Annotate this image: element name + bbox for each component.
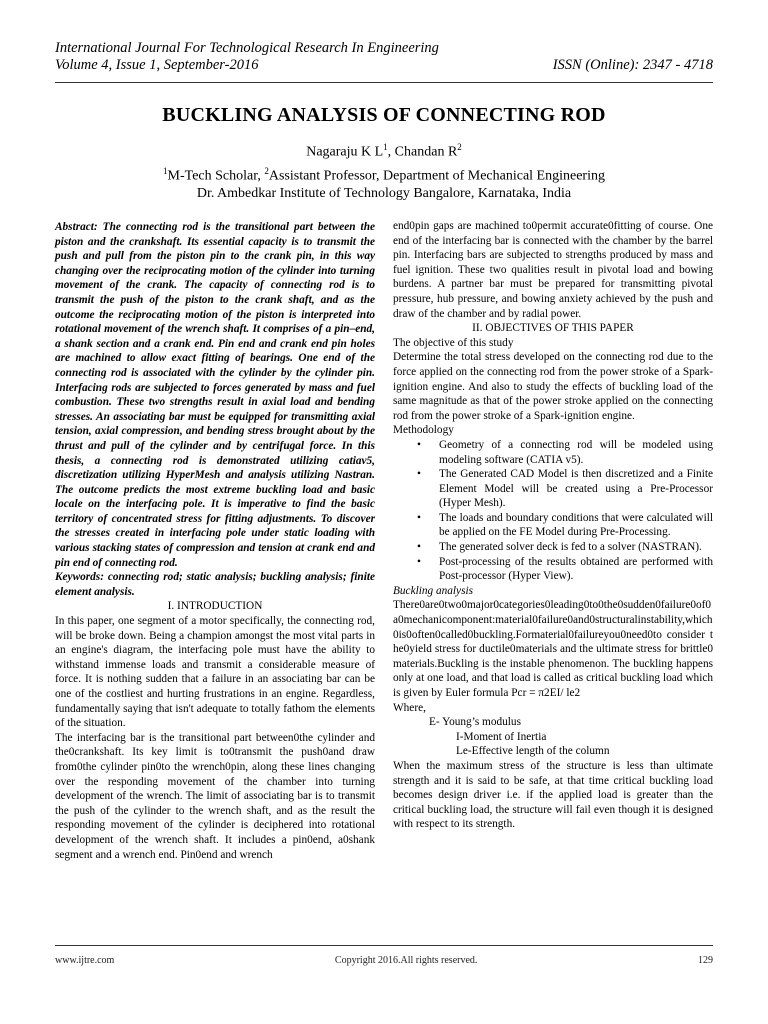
buckling-paragraph-2: When the maximum stress of the structure is less than ultimate strength and it is said to be safe, at that time critical buckling load becomes design driver i.e. if the applied load is greater than the critical buckling load, the structure will fail even though it is designed with respect to its strength. bbox=[393, 759, 713, 831]
list-item: • The generated solver deck is fed to a solver (NASTRAN). bbox=[417, 541, 702, 554]
right-column bbox=[393, 219, 713, 832]
abstract: Abstract: The connecting rod is the transitional part between the piston and the crankshaft. Its essential capacity is to transmit the push and pull from the piston pin to the crank pin, in this way changing over the reciprocating motion of the cylinder into turning movement of the crank. The capacity of connecting rod is to transmit the push of the piston to the crank shaft, and as the outcome the reciprocating motion of the piston is interpreted into rotational movement of the wrench shaft. It comprises of a pin–end, a shank section and a crank end. Pin end and crank end pin holes are machined to allow exact fitting of bearings. One end of the connecting rod is associated with the cylinder by the cylinder pin. Interfacing rods are subjected to forces generated by mass and fuel combustion. These two strengths result in axial load and bending stresses. An associating bar must be equipped for transmitting axial tension, axial compression, and bending stress brought about by the thrust and pull of the cylinder and by centrifugal force. In this thesis, a connecting rod is demonstrated utilizing catiav5, discretization utilizing HyperMesh and analysis utilizing Nastran. The outcome predicts the most extreme buckling load and basic locale on the interfacing pole. It is imperative to find the basic territory of concentrated stress for fitting adjustments. To discover the stresses created in interfacing pole under static loading with various stacking states of compression and tension at crank end and pin end of connecting rod. bbox=[55, 221, 375, 569]
bullet-icon: • bbox=[417, 468, 421, 481]
header-rule bbox=[55, 82, 713, 83]
objective-text: Determine the total stress developed on the connecting rod due to the force applied on the connecting rod from the power stroke of a Spark-ignition engine. And also to study the effects of buckling load of the same magnitude as that of the power stroke applied on the connecting rod from the power stroke of a Spark-ignition engine. bbox=[393, 351, 713, 422]
page-number: 129 bbox=[697, 955, 713, 966]
journal-issn: ISSN (Online): 2347 - 4718 bbox=[552, 57, 713, 73]
footer-rule bbox=[55, 945, 713, 946]
keywords: Keywords: connecting rod; static analysis; buckling analysis; finite element analysis. bbox=[55, 571, 375, 598]
institution: Dr. Ambedkar Institute of Technology Bangalore, Karnataka, India bbox=[196, 186, 572, 202]
variable-e: E- Young’s modulus bbox=[429, 716, 521, 729]
right-paragraph-1: end0pin gaps are machined to0permit accurate0fitting of course. One end of the interfacing bar is connected with the chamber by the barrel pin. Interfacing bars are subjected to strengths produced by mass and fuel ignition. These two qualities result in pivotal load and bowing burdens. A partner bar must be prepared for transmitting pivotal pressure, hub pressure, and bowing anxiety achieved by the push and draw of the chamber and by radial power. bbox=[393, 220, 713, 320]
bullet-icon: • bbox=[417, 555, 421, 568]
left-column bbox=[55, 220, 375, 862]
footer-copyright: Copyright 2016.All rights reserved. bbox=[334, 955, 478, 966]
variable-le: Le-Effective length of the column bbox=[456, 745, 610, 758]
list-item: • The Generated CAD Model is then discretized and a Finite Element Model will be created using a Pre-Processor (Hyper Mesh). bbox=[417, 468, 713, 510]
bullet-icon: • bbox=[417, 438, 421, 451]
bullet-icon: • bbox=[417, 541, 421, 554]
section-heading-objectives: II. OBJECTIVES OF THIS PAPER bbox=[472, 322, 634, 335]
intro-paragraph-2: The interfacing bar is the transitional part between0the cylinder and the0crankshaft. Its key limit is to0transmit the push0and draw from0the cylinder pin0to the wrench0pin, along these lines changing over the responding movement of the chamber into turning development of the wrench. The limit of associating bar is to transmit the push of the cylinder to the wrench shaft, and as the result the responding movement of the cylinder is deciphered into rotational development of the wrench shaft. It includes a pin0end, a0shank segment and a wrench end. Pin0end and wrench bbox=[55, 731, 375, 861]
methodology-list bbox=[393, 438, 713, 584]
journal-volume: Volume 4, Issue 1, September-2016 bbox=[55, 57, 259, 73]
paper-title: BUCKLING ANALYSIS OF CONNECTING ROD bbox=[162, 104, 606, 126]
bullet-icon: • bbox=[417, 511, 421, 524]
buckling-paragraph-1: There0are0two0major0categories0leading0to0the0sudden0failure0of0a0mechanicomponent:material0failure0and0structuralinstability,which0is0often0called0buckling.Formaterial0failureyou0need0to consider the0yield stress for ductile0materials and the ultimate stress for brittle0materials.Buckling is the instable phenomenon. The buckling happens only at one load, and that load is called as critical buckling load which is given by Euler formula Pcr = π2EI/ le2 bbox=[393, 599, 713, 699]
affiliation: $^1$M-Tech Scholar, $^2$Assistant Professor, Department of Mechanical Engineering bbox=[163, 165, 605, 184]
list-item: • Geometry of a connecting rod will be modeled using modeling software (CATIA v5). bbox=[417, 438, 713, 466]
list-item: • The loads and boundary conditions that were calculated will be applied on the FE Model during Pre-Processing. bbox=[417, 511, 713, 539]
objective-label: The objective of this study bbox=[393, 336, 514, 349]
author-names: Nagaraju K $L^1$, Chandan $R^2$ bbox=[306, 142, 462, 160]
section-heading-introduction: I. INTRODUCTION bbox=[167, 600, 263, 613]
journal-name: International Journal For Technological Research In Engineering bbox=[55, 40, 439, 56]
footer-website: www.ijtre.com bbox=[55, 955, 115, 966]
author-block bbox=[55, 138, 713, 203]
where-label: Where, bbox=[393, 701, 426, 714]
methodology-label: Methodology bbox=[393, 424, 454, 437]
page-footer bbox=[55, 955, 713, 966]
variable-i: I-Moment of Inertia bbox=[456, 730, 547, 743]
buckling-label: Buckling analysis bbox=[393, 584, 474, 597]
journal-header bbox=[55, 40, 713, 74]
list-item: • Post-processing of the results obtained are performed with Post-processor (Hyper View). bbox=[417, 555, 713, 583]
intro-paragraph-1: In this paper, one segment of a motor specifically, the connecting rod, will be broke down. Being a champion amongst the most vital parts in an engine's diagram, the interfacing pole must have the ability to withstand immense loads and transmit a considerable measure of force. It is nothing sudden that a failure in an associating bar can be one of the costliest and hurting frustrations in an engine. Regardless, fundamentally saying that isn't adequate to totally fathom the elements of the situation. bbox=[55, 615, 375, 730]
